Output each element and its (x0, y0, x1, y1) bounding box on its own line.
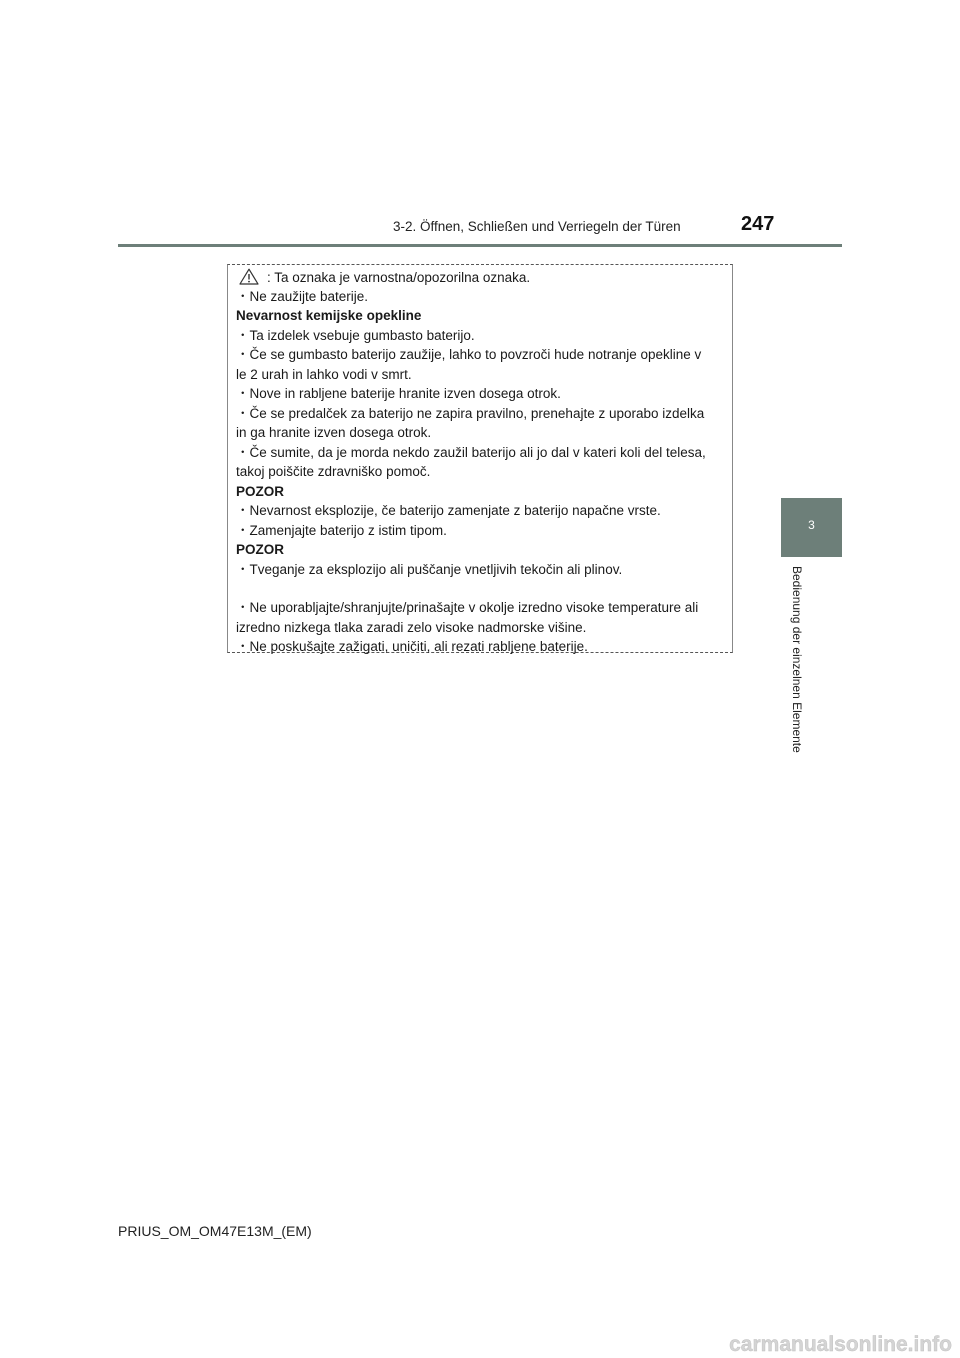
chapter-label-text: Bedienung der einzelnen Elemente (790, 566, 804, 753)
notice-line-11: POZOR (236, 484, 285, 499)
header-rule (118, 244, 842, 247)
notice-line-9: ・Če sumite, da je morda nekdo zaužil baterijo ali jo dal v kateri koli del telesa, (236, 445, 706, 460)
chapter-label (783, 566, 813, 776)
chapter-number: 3 (808, 518, 815, 532)
notice-line-16: ・Ne uporabljajte/shranjujte/prinašajte v okolje izredno visoke temperature ali (236, 600, 699, 615)
notice-line-15: ・Tveganje za eksplozijo ali puščanje vnetljivih tekočin ali plinov. (236, 562, 623, 577)
warning-triangle-icon (239, 268, 259, 285)
notice-line-8: in ga hranite izven dosega otrok. (236, 425, 432, 440)
notice-line-14: POZOR (236, 542, 285, 557)
footer-document-code: PRIUS_OM_OM47E13M_(EM) (118, 1223, 312, 1239)
notice-line-17: izredno nizkega tlaka zaradi zelo visoke nadmorske višine. (236, 620, 587, 635)
notice-line-0: : Ta oznaka je varnostna/opozorilna oznaka. (267, 270, 531, 285)
chapter-tab (781, 498, 842, 557)
section-title: 3-2. Öffnen, Schließen und Verriegeln der Türen (393, 219, 681, 234)
page-number: 247 (741, 213, 775, 235)
watermark-logo[interactable] (708, 1330, 956, 1358)
notice-line-13: ・Zamenjajte baterijo z istim tipom. (236, 523, 447, 538)
notice-line-2: Nevarnost kemijske opekline (236, 308, 422, 323)
notice-line-12: ・Nevarnost eksplozije, če baterijo zamenjate z baterijo napačne vrste. (236, 503, 661, 518)
notice-line-4: ・Če se gumbasto baterijo zaužije, lahko to povzroči hude notranje opekline v (236, 347, 702, 362)
notice-line-18: ・Ne poskušajte zažigati, uničiti, ali rezati rabljene baterije. (236, 639, 588, 654)
notice-line-1: ・Ne zaužijte baterije. (236, 289, 369, 304)
notice-line-7: ・Če se predalček za baterijo ne zapira pravilno, prenehajte z uporabo izdelka (236, 406, 705, 421)
watermark-text: carmanualsonline.info (729, 1333, 952, 1356)
notice-line-6: ・Nove in rabljene baterije hranite izven dosega otrok. (236, 386, 561, 401)
notice-line-10: takoj poiščite zdravniško pomoč. (236, 464, 431, 479)
notice-line-5: le 2 urah in lahko vodi v smrt. (236, 367, 412, 382)
notice-line-3: ・Ta izdelek vsebuje gumbasto baterijo. (236, 328, 475, 343)
